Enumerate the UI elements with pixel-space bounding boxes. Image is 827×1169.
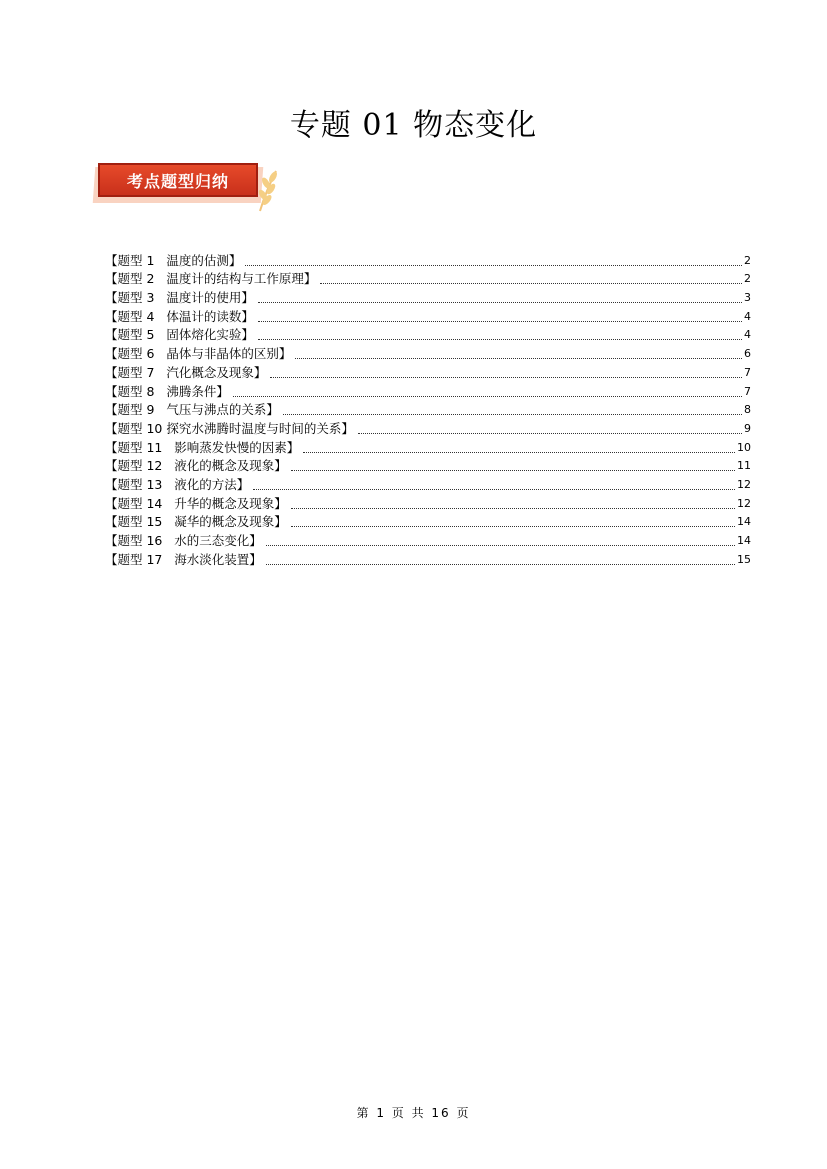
toc-leader	[291, 525, 735, 527]
toc-item-page: 10	[737, 440, 751, 454]
toc-leader	[258, 320, 742, 322]
toc-item-page: 2	[744, 272, 751, 286]
toc-item-page: 8	[744, 403, 751, 417]
toc-leader	[303, 451, 735, 453]
toc-item[interactable]	[105, 549, 751, 568]
toc-item[interactable]	[105, 269, 751, 288]
toc-item[interactable]	[105, 306, 751, 325]
toc-item-label: 【题型 17 海水淡化装置】	[105, 551, 262, 567]
toc-item[interactable]	[105, 512, 751, 531]
toc-leader	[266, 563, 735, 565]
toc-item[interactable]	[105, 437, 751, 456]
toc-item-page: 7	[744, 365, 751, 379]
table-of-contents	[105, 250, 751, 568]
toc-item-page: 9	[744, 421, 751, 435]
badge-label: 考点题型归纳	[98, 163, 258, 197]
toc-item[interactable]	[105, 250, 751, 269]
toc-item-label: 【题型 14 升华的概念及现象】	[105, 495, 287, 511]
toc-item-page: 4	[744, 309, 751, 323]
toc-leader	[245, 264, 742, 266]
section-badge	[94, 163, 284, 213]
page-footer: 第 1 页 共 16 页	[356, 1106, 471, 1120]
toc-item[interactable]	[105, 325, 751, 344]
toc-leader	[270, 376, 742, 378]
toc-leader	[253, 488, 735, 490]
toc-item[interactable]	[105, 418, 751, 437]
toc-leader	[291, 507, 735, 509]
toc-leader	[291, 469, 735, 471]
toc-item-label: 【题型 10 探究水沸腾时温度与时间的关系】	[105, 420, 354, 436]
wheat-icon	[254, 167, 282, 213]
toc-leader	[258, 301, 742, 303]
toc-item-page: 12	[737, 477, 751, 491]
toc-item-label: 【题型 4 体温计的读数】	[105, 308, 254, 324]
toc-leader	[233, 395, 742, 397]
toc-item[interactable]	[105, 362, 751, 381]
toc-item-label: 【题型 12 液化的概念及现象】	[105, 458, 287, 474]
toc-item-page: 14	[737, 515, 751, 529]
toc-item-page: 4	[744, 328, 751, 342]
toc-item[interactable]	[105, 456, 751, 475]
toc-item-page: 7	[744, 384, 751, 398]
toc-item-page: 6	[744, 347, 751, 361]
toc-item[interactable]	[105, 381, 751, 400]
toc-leader	[295, 357, 742, 359]
toc-item-label: 【题型 11 影响蒸发快慢的因素】	[105, 439, 300, 455]
toc-item-label: 【题型 1 温度的估测】	[105, 252, 242, 268]
toc-item[interactable]	[105, 400, 751, 419]
toc-item[interactable]	[105, 493, 751, 512]
toc-item-label: 【题型 3 温度计的使用】	[105, 290, 254, 306]
toc-leader	[266, 544, 735, 546]
toc-item-label: 【题型 15 凝华的概念及现象】	[105, 514, 287, 530]
toc-item-label: 【题型 2 温度计的结构与工作原理】	[105, 271, 317, 287]
toc-item-page: 15	[737, 552, 751, 566]
toc-item-label: 【题型 6 晶体与非晶体的区别】	[105, 346, 292, 362]
toc-item-label: 【题型 5 固体熔化实验】	[105, 327, 254, 343]
toc-item-label: 【题型 16 水的三态变化】	[105, 533, 262, 548]
toc-item-label: 【题型 13 液化的方法】	[105, 476, 250, 492]
toc-item-page: 14	[737, 534, 751, 547]
toc-item-page: 12	[737, 496, 751, 510]
toc-item-page: 11	[737, 459, 751, 473]
toc-item-label: 【题型 8 沸腾条件】	[105, 383, 229, 399]
toc-leader	[358, 432, 742, 434]
toc-leader	[320, 282, 742, 284]
toc-item-label: 【题型 9 气压与沸点的关系】	[105, 402, 279, 418]
toc-leader	[258, 338, 742, 340]
toc-item-page: 2	[744, 253, 751, 267]
toc-item[interactable]	[105, 287, 751, 306]
toc-item-page: 3	[744, 291, 751, 305]
toc-leader	[283, 413, 742, 415]
toc-item[interactable]	[105, 474, 751, 493]
toc-item-label: 【题型 7 汽化概念及现象】	[105, 364, 267, 380]
page-title: 专题 01 物态变化	[289, 108, 538, 143]
toc-item[interactable]	[105, 530, 751, 549]
toc-item[interactable]	[105, 343, 751, 362]
